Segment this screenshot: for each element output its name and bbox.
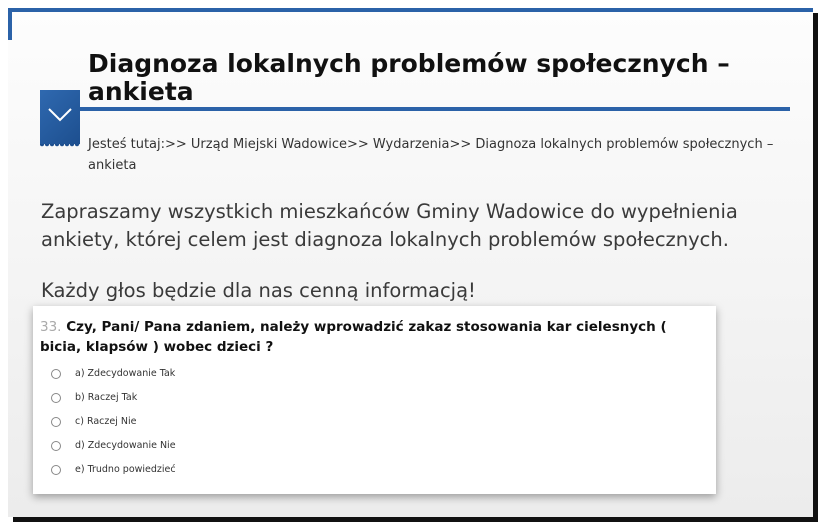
page-title: Diagnoza lokalnych problemów społecznych – ankieta: [88, 49, 730, 106]
radio-button[interactable]: [51, 369, 61, 379]
radio-button[interactable]: [51, 441, 61, 451]
option-c[interactable]: [51, 416, 136, 427]
question-text: [40, 317, 710, 357]
option-label: d) Zdecydowanie Nie: [75, 440, 176, 451]
survey-question-card: [33, 306, 716, 494]
chevron-down-icon: [48, 108, 72, 122]
option-e[interactable]: [51, 464, 176, 475]
title-divider: [40, 107, 790, 111]
question-number: 33.: [40, 319, 62, 335]
option-b[interactable]: [51, 392, 137, 403]
option-label: c) Raczej Nie: [75, 416, 137, 427]
radio-button[interactable]: [51, 465, 61, 475]
option-label: a) Zdecydowanie Tak: [75, 368, 176, 379]
intro-text: Zapraszamy wszystkich mieszkańców Gminy Wadowice do wypełnienia ankiety, której celem jest diagnoza lokalnych problemów społecznych.: [41, 200, 738, 251]
ribbon-teeth: [40, 144, 80, 148]
call-to-action-text: Każdy głos będzie dla nas cenną informacją!: [41, 279, 476, 302]
question-label: Czy, Pani/ Pana zdaniem, należy wprowadzić zakaz stosowania kar cielesnych ( bicia, klapsów ) wobec dzieci ?: [40, 319, 667, 355]
radio-button[interactable]: [51, 417, 61, 427]
option-label: e) Trudno powiedzieć: [75, 464, 176, 475]
option-label: b) Raczej Tak: [75, 392, 138, 403]
ribbon-badge: [40, 90, 80, 144]
left-accent-bar: [8, 8, 12, 40]
breadcrumb: Jesteś tutaj:>> Urząd Miejski Wadowice>> Wydarzenia>> Diagnoza lokalnych problemów społecznych – ankieta: [88, 137, 774, 173]
option-d[interactable]: [51, 440, 176, 451]
option-a[interactable]: [51, 368, 175, 379]
radio-button[interactable]: [51, 393, 61, 403]
